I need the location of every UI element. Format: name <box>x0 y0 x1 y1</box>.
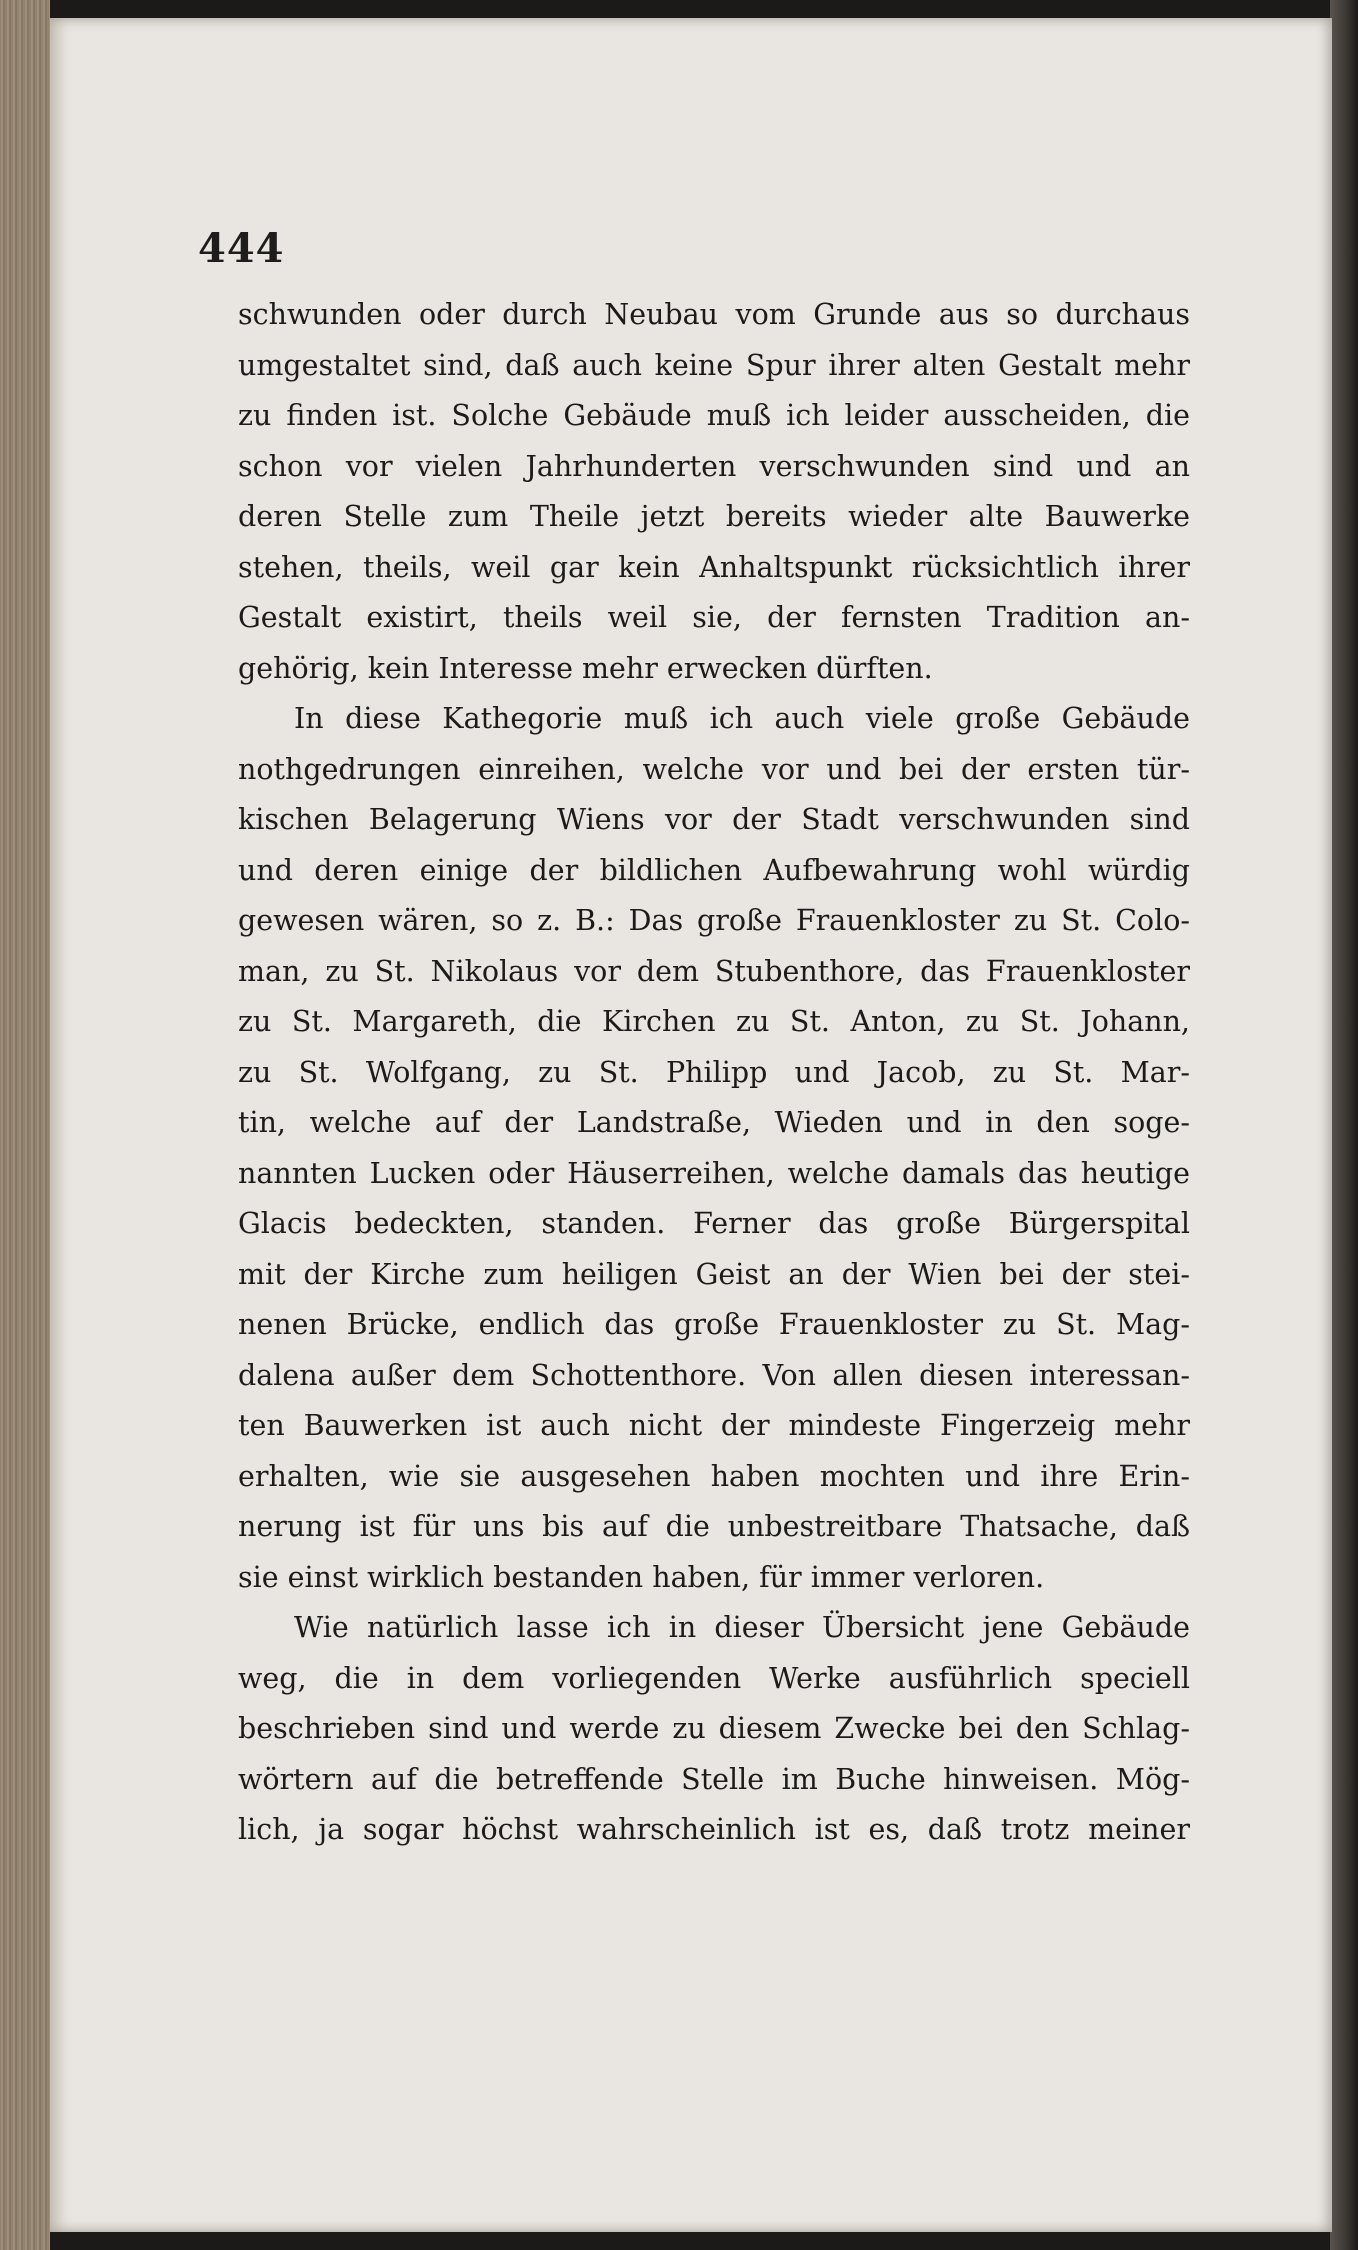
text-line: deren Stelle zum Theile jetzt bereits wieder alte Bauwerke <box>238 500 1190 533</box>
text-line: wörtern auf die betreffende Stelle im Buche hinweisen. Mög- <box>238 1762 1190 1796</box>
text-line: gehörig, kein Interesse mehr erwecken dürften. <box>238 651 933 685</box>
book-gutter-shadow <box>1330 0 1358 2250</box>
paragraph-1 <box>238 290 1190 694</box>
text-line: schon vor vielen Jahrhunderten verschwunden sind und an <box>238 449 1190 483</box>
text-line: Wie natürlich lasse ich in dieser Übersicht jene Gebäude <box>294 1611 1190 1644</box>
text-line: erhalten, wie sie ausgesehen haben mochten und ihre Erin- <box>238 1459 1190 1493</box>
text-line: schwunden oder durch Neubau vom Grunde aus so durchaus <box>238 298 1190 331</box>
text-line: ten Bauwerken ist auch nicht der mindeste Fingerzeig mehr <box>238 1409 1190 1442</box>
text-line: Glacis bedeckten, standen. Ferner das große Bürgerspital <box>238 1207 1190 1240</box>
text-line: zu St. Margareth, die Kirchen zu St. Anton, zu St. Johann, <box>238 1005 1190 1038</box>
text-line: nothgedrungen einreihen, welche vor und bei der ersten tür- <box>238 752 1190 786</box>
text-line: man, zu St. Nikolaus vor dem Stubenthore, das Frauenkloster <box>238 954 1190 988</box>
text-line: In diese Kathegorie muß ich auch viele große Gebäude <box>294 702 1190 735</box>
text-line: kischen Belagerung Wiens vor der Stadt verschwunden sind <box>238 803 1190 836</box>
body-text <box>238 290 1190 1856</box>
text-line: stehen, theils, weil gar kein Anhaltspunkt rücksichtlich ihrer <box>238 550 1190 584</box>
text-line: zu finden ist. Solche Gebäude muß ich leider ausscheiden, die <box>238 399 1190 432</box>
text-line: beschrieben sind und werde zu diesem Zwecke bei den Schlag- <box>238 1712 1190 1745</box>
text-line: gewesen wären, so z. B.: Das große Frauenkloster zu St. Colo- <box>238 904 1190 937</box>
paragraph-2 <box>238 694 1190 1603</box>
book-page-stack-edge <box>0 0 50 2250</box>
page-number: 444 <box>198 225 285 272</box>
paragraph-3 <box>238 1603 1190 1856</box>
text-line: nerung ist für uns bis auf die unbestreitbare Thatsache, daß <box>238 1510 1190 1543</box>
text-line: Gestalt existirt, theils weil sie, der fernsten Tradition an- <box>238 601 1190 634</box>
text-line: lich, ja sogar höchst wahrscheinlich ist es, daß trotz meiner <box>238 1813 1190 1846</box>
text-line: mit der Kirche zum heiligen Geist an der Wien bei der stei- <box>238 1257 1190 1291</box>
text-line: sie einst wirklich bestanden haben, für immer verloren. <box>238 1560 1045 1594</box>
text-line: dalena außer dem Schottenthore. Von allen diesen interessan- <box>238 1358 1190 1392</box>
text-line: nenen Brücke, endlich das große Frauenkloster zu St. Mag- <box>238 1308 1190 1341</box>
text-line: tin, welche auf der Landstraße, Wieden und in den soge- <box>238 1106 1190 1139</box>
text-line: zu St. Wolfgang, zu St. Philipp und Jacob, zu St. Mar- <box>238 1055 1190 1089</box>
text-line: umgestaltet sind, daß auch keine Spur ihrer alten Gestalt mehr <box>238 348 1190 382</box>
text-line: und deren einige der bildlichen Aufbewahrung wohl würdig <box>238 853 1190 887</box>
text-line: nannten Lucken oder Häuserreihen, welche damals das heutige <box>238 1156 1190 1190</box>
text-line: weg, die in dem vorliegenden Werke ausführlich speciell <box>238 1661 1190 1695</box>
